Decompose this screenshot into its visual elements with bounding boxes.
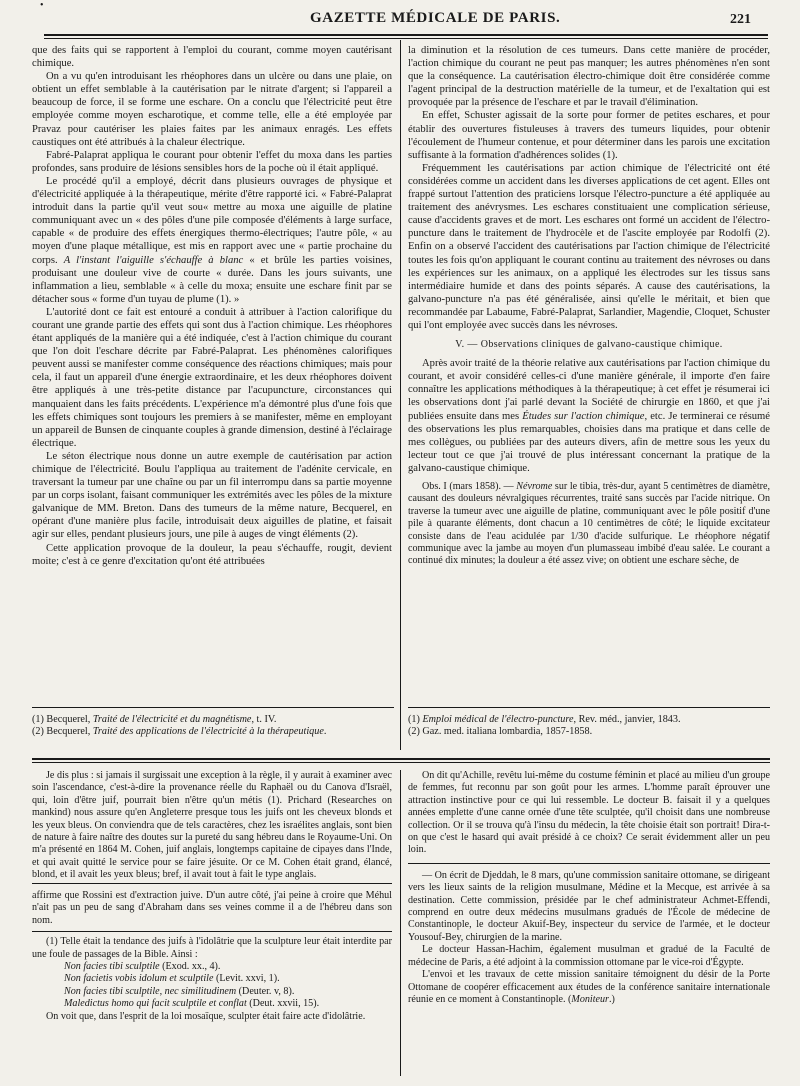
paragraph: Fréquemment les cautérisations par action chimique de l'électricité ont été considérées comme un accident dans les diverses applications de cet agent. Elles ont frappé surtout l'attention des praticiens lorsque l'électro-puncture a été appliquée au traitement des anévrysmes. Les eschares constituaient une complication sérieuse, cause d'accidents graves et de mort. Les eschares ont formé un accident de l'électro-puncture dans le traitement de l'hydrocèle et de l'ascite employée par Rodolfi (2). Enfin on a observé l'accident des cautérisations par l'action chimique de l'électricité toutes les fois qu'on appliquant le courant continu au traitement des névroses ou dans les expériences sur les animaux, on a appliqué les électrodes sur les tissus sans intermédiaire humide et dans des points séparés. A cause des cautérisations, la galvano-puncture n'a pas été généralisée, ainsi qu'elle le méritait, et bien que recommandée par Labaume, Fabré-Palaprat, Sarlandier, Magendie, Cloquet, Schuster qui l'ont employée avec succès dans les névroses.	[408, 162, 770, 331]
header-rule-thin	[44, 38, 768, 39]
bible-quote	[32, 998, 392, 1010]
footnote	[32, 714, 394, 726]
paragraph: Le docteur Hassan-Hachim, également musulman et gradué de la Faculté de médecine de Paris, a été adjoint à la commission ottomane par le vice-roi d'Égypte.	[408, 944, 770, 968]
observation-text: sur le tibia, très-dur, ayant 5 centimètres de diamètre, causant des douleurs névralgiques récurrentes, traité sans succès par l'acide nitrique. On traverse la tumeur avec une aiguille de platine, communiquant avec le pôle positif d'une pile à quarante éléments, dont chacun a 10 centimètres de côté; le liquide excitateur consiste dans de l'eau acidulée par 1/30 d'acide sulfurique. Le rhéophore négatif communique avec la jambe au moyen d'un plumasseau imbibé d'eau salée. Le courant a continué dix minutes; la douleur a été assez vive; on obtient une eschare sèche, de	[408, 481, 770, 567]
footnote-tail: , t. IV.	[251, 714, 277, 725]
footnote	[32, 726, 394, 738]
footnote-title: Traité des applications de l'électricité à la thérapeutique	[92, 726, 324, 738]
bottom-left-article	[32, 770, 392, 880]
page-number: 221	[730, 12, 751, 27]
footnote-marker: (1) Becquerel,	[32, 714, 93, 725]
quote-latin: Maledictus homo qui facit sculptile et conflat	[64, 998, 247, 1010]
column-divider	[400, 40, 401, 750]
section-rule-thin	[32, 762, 770, 763]
quote-reference: (Deuter. v, 8).	[236, 985, 295, 997]
quote-reference: (Exod. xx., 4).	[159, 961, 221, 973]
footnote-rule	[32, 707, 394, 708]
paragraph: affirme que Rossini est d'extraction juive. D'un autre côté, j'ai peine à croire que Méhul n'ait pas un peu de sang d'Abraham dans ses veines comme il a de l'hébreu dans son nom.	[32, 890, 392, 926]
bottom-left-continued	[32, 890, 392, 1076]
paragraph: que des faits qui se rapportent à l'emploi du courant, comme moyen cautérisant chimique.	[32, 45, 392, 70]
text-run: Après avoir traité de la théorie relative aux cautérisations par l'action chimique du courant, et avoir considéré celles-ci d'une manière générale, il importe d'en faire connaître les applications méthodiques à la thérapeutique; à cet effet je résumerai ici les observations dont j'ai parlé devant la Société de chirurgie en 1860, et que j'ai publiées ensuite dans mes	[408, 358, 770, 422]
paragraph: On a vu qu'en introduisant les rhéophores dans un ulcère ou dans une plaie, on obtient un effet semblable à la cautérisation par le nitrate d'argent; si l'appareil a beaucoup de force, il se forme une eschare. On a conclu que l'électricité peut être employée comme moyen escharotique, et comme telle, elle a été employée par Pravaz pour cautériser les plaies faites par les animaux enragés. Les effets caustiques ont été attribués à la chaleur électrique.	[32, 71, 392, 148]
bible-quote	[32, 961, 392, 973]
footnote-title: Traité de l'électricité et du magnétisme	[92, 714, 252, 725]
quote-latin: Non facietis vobis idolum et sculptile	[64, 973, 214, 985]
text-run: « et brûle les parties voisines, produisant une douleur vive de courte « durée. Dans les jours suivants, une inflammation a lieu, semblable « à celle du moxa; ensuite une eschare finit par se détacher sous « forme d'un tuyau de plume (1). »	[32, 254, 392, 305]
right-column	[408, 44, 770, 694]
header-rule	[44, 34, 768, 36]
footnote-marker: (1)	[408, 714, 423, 725]
text-run: .)	[609, 993, 615, 1005]
bible-quote	[32, 973, 392, 985]
observation-label: Obs. I (mars 1858). —	[422, 481, 517, 492]
quote-latin: Non facies tibi sculptile	[64, 961, 160, 973]
bible-quote	[32, 986, 392, 998]
text-run: , etc. Je terminerai ce résumé des observations les plus remarquables, choisies dans ma pratique et dans celle de mes collègues, ou publiées par des auteurs divers, afin de mettre sous les yeux du lecteur tout ce que j'ai trouvé de plus intéressant concernant la pratique de la galvano-caustique chimique.	[408, 410, 770, 474]
left-column	[32, 44, 392, 694]
italic-run: Études sur l'action chimique	[522, 410, 645, 422]
journal-title: GAZETTE MÉDICALE DE PARIS.	[310, 10, 561, 26]
quote-latin: Non facies tibi sculptile, nec similitudinem	[64, 985, 237, 997]
quote-reference: (Levit. xxvi, 1).	[213, 973, 280, 985]
section-rule	[32, 758, 770, 760]
footnote-tail: .	[323, 726, 327, 738]
italic-run: A l'instant l'aiguille s'échauffe à blanc	[63, 254, 244, 266]
left-footnotes	[32, 714, 394, 750]
paragraph	[408, 357, 770, 475]
observation-term: Névrome	[516, 481, 553, 492]
footnote: (2) Gaz. med. italiana lombardia, 1857-1858.	[408, 726, 593, 738]
source-name: Moniteur	[571, 993, 609, 1005]
footnote-marker: (2) Becquerel,	[32, 726, 93, 738]
footnote	[408, 714, 770, 726]
quote-reference: (Deut. xxvii, 15).	[246, 998, 320, 1010]
footnote-rule	[32, 931, 392, 932]
footnote: (1) Telle était la tendance des juifs à l'idolâtrie que la sculpture leur était interdite par une foule de passages de la Bible. Ainsi :	[32, 936, 392, 960]
paragraph: — On écrit de Djeddah, le 8 mars, qu'une commission sanitaire ottomane, se dirigeant vers les lieux saints de la religion musulmane, Médine et la Mecque, est arrivée à sa destination. Cette commission, présidée par le chef administrateur Achmet-Effendi, comprend en outre deux médecins musulmans gradués de l'École de médecine de Constantinople, le docteur Akuif-Bey, inspecteur du service de l'armée, et le docteur Yousouf-Bey, chirurgien de la marine.	[408, 869, 770, 943]
column-divider	[400, 770, 401, 1076]
observation	[408, 481, 770, 568]
paragraph: On voit que, dans l'esprit de la loi mosaïque, sculpter était faire acte d'idolâtrie.	[46, 1010, 366, 1022]
bottom-right-article	[408, 770, 770, 1076]
paragraph: la diminution et la résolution de ces tumeurs. Dans cette manière de procéder, l'action chimique du courant ne peut pas manquer; les autres phénomènes n'en sont que la conséquence. La cautérisation électro-chimique doit être considérée comme l'agent principal de la destruction matérielle de la tumeur, et de l'exaltation qui est provoquée par la présence de l'eschare et par le travail d'élimination.	[408, 45, 770, 109]
paragraph: L'autorité dont ce fait est entouré a conduit à attribuer à l'action calorifique du courant une grande partie des effets qui sont dus à l'action chimique. Les rhéophores étant appliqués de la manière qui a été indiquée, c'est à l'action chimique du courant que l'on doit l'eschare décrite par Fabré-Palaprat. Les phénomènes calorifiques peuvent aussi se manifester comme conséquence des réactions chimiques; mais pour cela, il faut un appareil d'une énergie extraordinaire, et les deux rhéophores doivent être appliqués à une très-petite distance par l'acupuncture, circonstances qui manquaient dans les faits précédents. L'expérience m'a démontré plus d'une fois que les effets chimiques sont toujours les premiers à se manifester, même en employant un appareil de Bunsen de cinquante couples à grande dimension, destiné à l'éclairage électrique.	[32, 306, 392, 449]
paragraph: Fabré-Palaprat appliqua le courant pour obtenir l'effet du moxa dans les parties profondes, sans produire de lésions sensibles hors de la poche où il était appliqué.	[32, 149, 392, 174]
corner-mark: •	[40, 0, 44, 11]
footnote-tail: , Rev. méd., janvier, 1843.	[573, 714, 681, 725]
right-footnotes	[408, 714, 770, 750]
text-run: L'envoi et les travaux de cette mission sanitaire témoignent du désir de la Porte Ottomane de coopérer efficacement aux études de la conférence sanitaire internationale réunie en ce moment à Constantinople. (	[408, 969, 770, 1005]
section-heading: V. — Observations cliniques de galvano-caustique chimique.	[455, 339, 723, 351]
paragraph	[408, 969, 770, 1006]
news-rule	[408, 863, 770, 864]
footnote-title: Emploi médical de l'électro-puncture	[422, 714, 574, 725]
paragraph: Le séton électrique nous donne un autre exemple de cautérisation par action chimique de l'électricité. Boulu l'appliqua au traitement de l'adénite cervicale, en traversant la tumeur par une chaîne ou par un fil interrompu dans sa partie moyenne par un corps isolant, faisant communiquer les extrémités avec les pôles de la mixture galvanique de MM. Breton. Dans des tumeurs de la même nature, Becquerel, en opérant d'une manière plus facile, introduisait deux aiguilles de platine, et faisait agir sur elles, pendant plusieurs jours, une pile à auges de vingt éléments (2).	[32, 450, 392, 541]
cut-rule	[32, 883, 392, 884]
footnote-rule	[408, 707, 770, 708]
paragraph: On dit qu'Achille, revêtu lui-même du costume féminin et placé au milieu d'un groupe de femmes, fut reconnu par son goût pour les armes. L'homme paraît éprouver une attraction instinctive pour ce qui lui ressemble. Le docteur B. faisait il y a quelques années emplette d'une canne ornée d'une tête sculptée, qu'il choisit dans une nombreuse collection. Or il se trouva qu'à l'insu du médecin, la tête choisie était son portrait! Dira-t-on que c'est le hasard qui avait présidé à ce choix? Ce serait évidemment aller un peu loin.	[408, 770, 770, 856]
paragraph: Je dis plus : si jamais il surgissait une exception à la règle, il y aurait à examiner avec soin l'ascendance, c'est-à-dire la provenance réelle du Raphaël ou du Canova d'Israël, qui, loin d'être juif, pourrait bien n'être qu'un métis (1). Prichard (Researches on mankind) nous assure qu'en Angleterre presque tous les juifs ont les cheveux blonds et les yeux bleus. On conviendra que de tels caractères, chez les israélites anglais, sont bien de nature à faire naître des doutes sur la pureté du sang hébreu dans le Royaume-Uni. On m'a présenté en 1864 M. Cohen, juif anglais, longtemps capitaine de cipayes dans l'Inde, et qui avait quitté le service pour se faire jésuite. Or ce M. Cohen était grand, élancé, blond, et il avait les yeux bleus; bref, il avait tout à fait le type anglais.	[32, 770, 392, 880]
paragraph: Cette application provoque de la douleur, la peau s'échauffe, rougit, devient moite; c'est à ce genre d'excitation qu'ont été attribuées	[32, 542, 392, 567]
paragraph	[32, 175, 392, 306]
paragraph: En effet, Schuster agissait de la sorte pour former de petites eschares, et pour établir des ouvertures fistuleuses à travers des tumeurs liquides, pour obtenir l'écoulement de l'humeur contenue, et pour déterminer dans les parois une excitation suffisante à la formation d'adhérences solides (1).	[408, 110, 770, 161]
text-run: Le procédé qu'il a employé, décrit dans plusieurs ouvrages de physique et d'électricité appliquée à la thérapeutique, mérite d'être rapporté ici. « Fabré-Palaprat introduit dans la partie qu'il veut sou« mettre au moxa une aiguille de platine communiquant avec un « des pôles d'une pile composée d'éléments à large surface, capable « de produire des effets énergiques thermo-électriques; l'autre pôle, « au moyen d'une plaque métallique, est mis en rapport avec une « partie prochaine du corps.	[32, 175, 392, 266]
